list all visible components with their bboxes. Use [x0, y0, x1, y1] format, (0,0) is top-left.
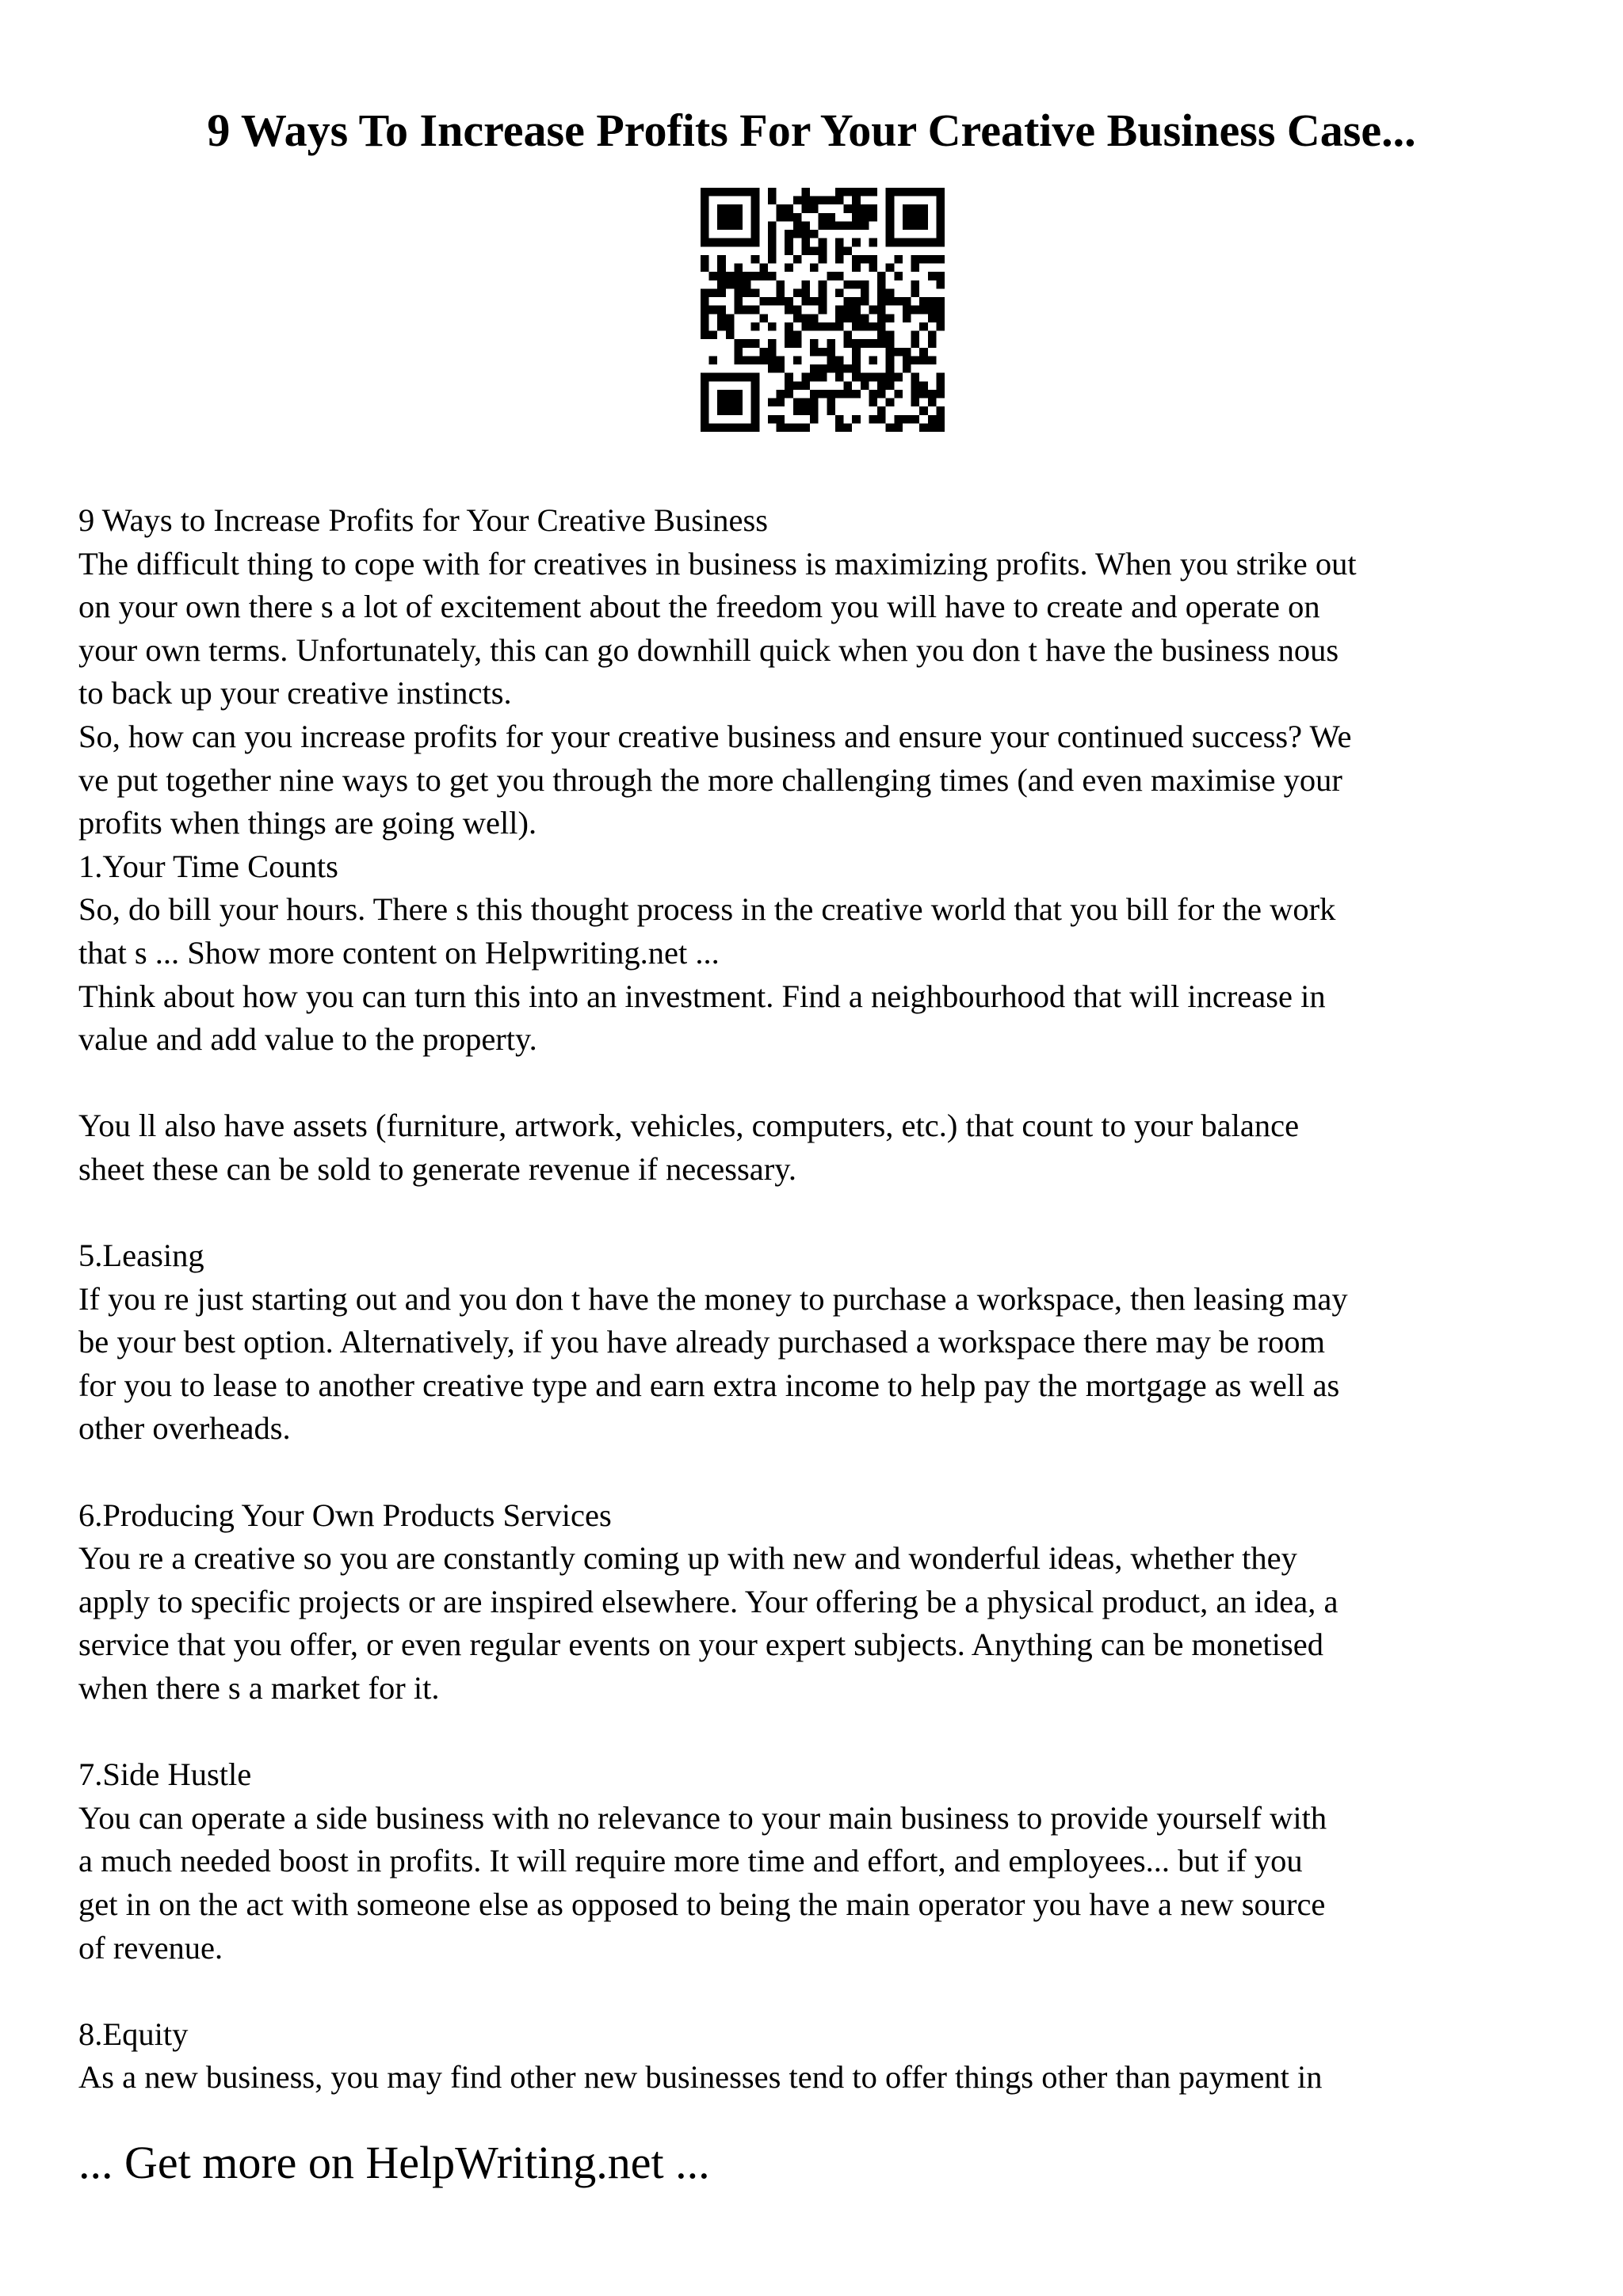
- text-line: 5.Leasing: [78, 1238, 204, 1274]
- text-line: service that you offer, or even regular events on your expert subjects. Anything can be monetised: [78, 1627, 1324, 1663]
- text-line: 9 Ways to Increase Profits for Your Creative Business: [78, 502, 768, 538]
- paragraph-spacer: [78, 1192, 1568, 1235]
- text-line: 7.Side Hustle: [78, 1756, 252, 1793]
- text-line: You re a creative so you are constantly coming up with new and wonderful ideas, whether they: [78, 1540, 1297, 1577]
- text-line: when there s a market for it.: [78, 1670, 440, 1707]
- text-line: for you to lease to another creative type and earn extra income to help pay the mortgage as well as: [78, 1367, 1340, 1403]
- text-line: So, how can you increase profits for your creative business and ensure your continued success? We: [78, 718, 1352, 754]
- text-line: Think about how you can turn this into an investment. Find a neighbourhood that will increase in: [78, 978, 1326, 1014]
- text-line: of revenue.: [78, 1929, 223, 1966]
- text-line: ve put together nine ways to get you through the more challenging times (and even maximise your: [78, 761, 1342, 798]
- text-line: sheet these can be sold to generate revenue if necessary.: [78, 1150, 796, 1187]
- text-line: So, do bill your hours. There s this thought process in the creative world that you bill for the work: [78, 891, 1336, 928]
- text-line: that s ... Show more content on Helpwriting.net ...: [78, 934, 720, 971]
- text-line: If you re just starting out and you don t have the money to purchase a workspace, then leasing may: [78, 1280, 1348, 1317]
- paragraph-spacer: [78, 1711, 1568, 1754]
- text-line: get in on the act with someone else as opposed to being the main operator you have a new source: [78, 1886, 1326, 1922]
- text-line: 6.Producing Your Own Products Services: [78, 1497, 612, 1533]
- text-line: You ll also have assets (furniture, artwork, vehicles, computers, etc.) that count to your balance: [78, 1108, 1300, 1144]
- article-body: [78, 499, 1568, 2100]
- text-line: other overheads.: [78, 1410, 291, 1447]
- text-line: a much needed boost in profits. It will require more time and effort, and employees... but if you: [78, 1843, 1303, 1879]
- text-line: your own terms. Unfortunately, this can go downhill quick when you don t have the business nous: [78, 631, 1339, 668]
- qr-code-icon: [701, 188, 945, 432]
- text-line: You can operate a side business with no relevance to your main business to provide yourself with: [78, 1799, 1327, 1836]
- paragraph-spacer: [78, 1062, 1568, 1105]
- paragraph-spacer: [78, 1970, 1568, 2013]
- text-line: apply to specific projects or are inspired elsewhere. Your offering be a physical product, an idea, a: [78, 1583, 1338, 1619]
- paragraph-spacer: [78, 1451, 1568, 1494]
- text-line: be your best option. Alternatively, if you have already purchased a workspace there may be room: [78, 1324, 1325, 1360]
- text-line: As a new business, you may find other new businesses tend to offer things other than payment in: [78, 2059, 1323, 2096]
- text-line: value and add value to the property.: [78, 1021, 537, 1058]
- text-line: 1.Your Time Counts: [78, 848, 338, 884]
- text-line: profits when things are going well).: [78, 805, 537, 841]
- text-line: 8.Equity: [78, 2016, 189, 2052]
- get-more-link[interactable]: ... Get more on HelpWriting.net ...: [78, 2137, 710, 2188]
- text-line: to back up your creative instincts.: [78, 675, 512, 711]
- page-title: 9 Ways To Increase Profits For Your Creative Business Case...: [207, 105, 1416, 156]
- text-line: The difficult thing to cope with for creatives in business is maximizing profits. When you strike out: [78, 545, 1357, 582]
- text-line: on your own there s a lot of excitement about the freedom you will have to create and operate on: [78, 589, 1320, 625]
